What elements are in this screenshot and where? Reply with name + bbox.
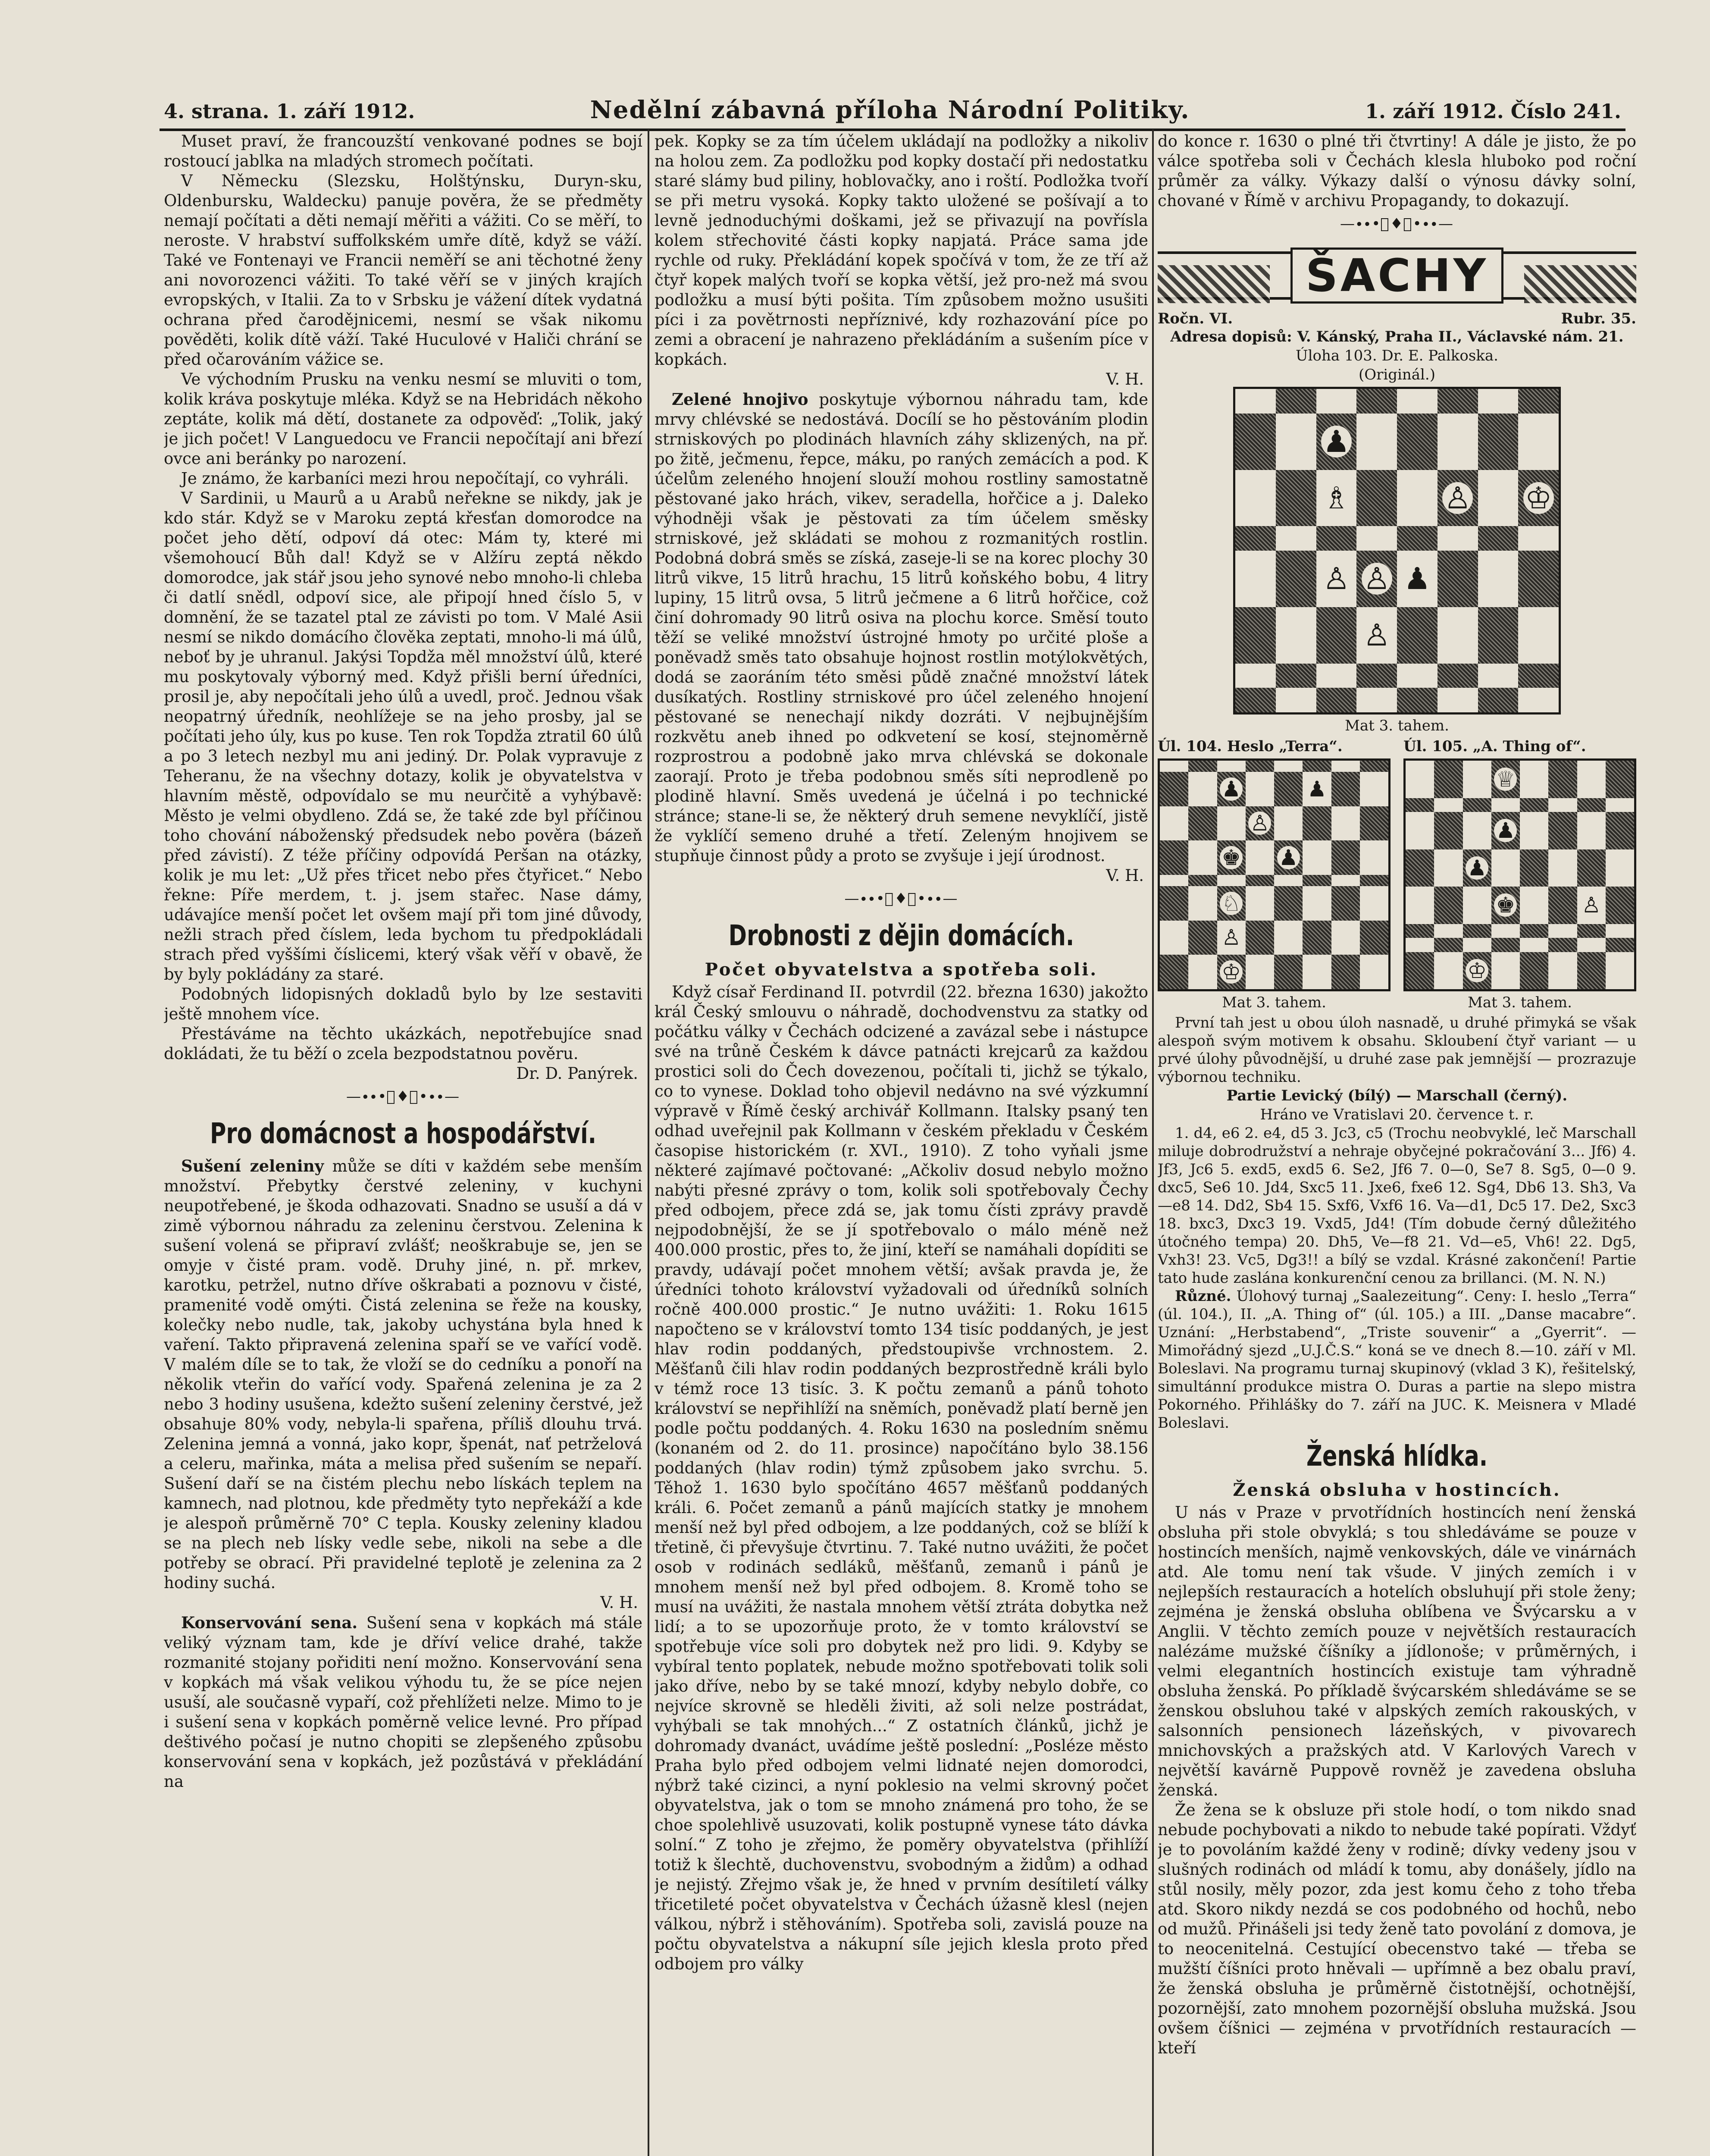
- chess-ornament-left: [1158, 265, 1270, 303]
- board-square: [1463, 761, 1491, 798]
- board-square: [1246, 840, 1274, 875]
- column-divider-2: [1152, 129, 1154, 2156]
- board-square: [1331, 840, 1360, 875]
- board-square: [1188, 875, 1217, 886]
- chess-piece-square: [1463, 849, 1491, 887]
- article-paragraph: Že žena se k obsluze při stole hodí, o tom nikdo snad nebude pochybovati a nikdo to nebude také popírati. Vždyť je to povoláním každé ženy v rodině; dívky vedeny jsou v slušných rodinách od mládí k tomu, aby donášely, jídlo na stůl nosily, měly pozor, zda jest komu čeho z toho třeba atd. Skoro nikdy nezdá se cos podobného od hochů, nebo od mužů. Přinášeli jsi tedy ženě tato povolání z domova, je to neocenitelná. Cestující obecenstvo také — třeba se mužští číšníci proto hněvali — upřímně a bez obalu praví, že ženská obsluha je průměrně čistotnější, ochotnější, pozornější, zato mnohem pozornější obsluha mužská. Jsou ovšem číšnici — zejména v prvotřídních restauracích — kteří: [1158, 1801, 1636, 2057]
- board-square: [1356, 470, 1397, 526]
- board-square: [1276, 526, 1316, 551]
- chess-piece-square: [1246, 806, 1274, 841]
- board-square: [1606, 761, 1634, 798]
- board-square: [1235, 664, 1276, 688]
- board-square: [1463, 798, 1491, 812]
- chess-piece-square: [1491, 812, 1520, 849]
- board-square: [1360, 806, 1388, 841]
- board-square: [1478, 688, 1519, 712]
- board-square: [1160, 921, 1188, 955]
- board-square: [1520, 798, 1548, 812]
- header-rule: [160, 128, 1625, 131]
- board-square: [1548, 849, 1577, 887]
- board-square: [1331, 875, 1360, 886]
- board-square: [1235, 526, 1276, 551]
- board-square: [1397, 389, 1438, 414]
- board-square: [1478, 526, 1519, 551]
- subsection-title: Ženská obsluha v hostincích.: [1233, 1480, 1561, 1500]
- board-square: [1577, 849, 1606, 887]
- board-square: [1478, 470, 1519, 526]
- board-square: [1438, 664, 1478, 688]
- chessboard-problem-104: [1158, 758, 1391, 991]
- board-square: [1577, 761, 1606, 798]
- section-title-history: Drobnosti z dějin domácích.: [728, 919, 1074, 952]
- board-square: [1518, 607, 1559, 664]
- chess-game-moves: 1. d4, e6 2. e4, d5 3. Jc3, c5 (Trochu neobvyklé, leč Marschall miluje dobrodružství a nehraje obyčejné pokračování 3... Jf6) 4. Jf3, Jc6 5. exd5, exd5 6. Se2, Jf6 7. 0—0, Se7 8. Sg5, 0—0 9. dxc5, Se6 10. Jd4, Sxc5 11. Jxe6, fxe6 12. Sg4, Db6 13. Sh3, Va—e8 14. Dd2, Sb4 15. Sxf6, Vxf6 16. Va—d1, Dc5 17. De2, Sxc3 18. bxc3, Dxc3 19. Vxd5, Jd4! (Tím dobude černý důležitého útočného tempa) 20. Dh5, Ve—f8 21. Vd—e5, Vh6! 22. Dg5, Vxh3! 23. Vc5, Dg3!! a bílý se vzdal. Krásné zakončení! Partie tato hude zaslána konkurenční cenou za brillanci. (M. N. N.): [1158, 1125, 1636, 1287]
- chess-piece-square: [1316, 414, 1357, 470]
- chess-caption: Mat 3. tahem.: [1345, 717, 1449, 734]
- column-2: [655, 132, 1148, 2156]
- board-square: [1520, 952, 1548, 990]
- board-square: [1491, 952, 1520, 990]
- chess-piece-square: [1577, 887, 1606, 924]
- chess-piece-icon: ♙: [1221, 925, 1241, 950]
- board-square: [1397, 688, 1438, 712]
- board-square: [1406, 938, 1434, 952]
- board-square: [1360, 921, 1388, 955]
- board-square: [1303, 955, 1331, 989]
- board-square: [1606, 798, 1634, 812]
- board-square: [1316, 607, 1357, 664]
- chess-piece-square: [1463, 952, 1491, 990]
- board-square: [1606, 938, 1634, 952]
- chess-problem-title: Úloha 103. Dr. E. Palkoska.: [1295, 347, 1498, 364]
- article-paragraph: do konce r. 1630 o plné tři čtvrtiny! A dále je jisto, že po válce spotřeba soli v Čechách klesla hluboko pod roční průměr za války. Výkazy další o výnosu dávky solní, chované v Římě v archivu Propagandy, to dokazují.: [1158, 132, 1636, 210]
- board-square: [1316, 688, 1357, 712]
- board-square: [1518, 688, 1559, 712]
- board-square: [1188, 921, 1217, 955]
- board-square: [1606, 812, 1634, 849]
- chess-piece-icon: ♙: [1322, 561, 1350, 597]
- board-square: [1160, 875, 1188, 886]
- chess-original: (Originál.): [1358, 366, 1436, 383]
- board-square: [1160, 840, 1188, 875]
- board-square: [1491, 938, 1520, 952]
- chess-piece-icon: ♗: [1322, 480, 1350, 516]
- chess-piece-icon: ♚: [1220, 846, 1243, 869]
- board-square: [1397, 414, 1438, 470]
- page-header: [164, 96, 1621, 126]
- board-square: [1406, 952, 1434, 990]
- board-square: [1360, 886, 1388, 921]
- board-square: [1274, 761, 1303, 772]
- chess-piece-icon: ♟: [1220, 777, 1243, 801]
- board-square: [1356, 414, 1397, 470]
- chess-piece-icon: ♙: [1582, 893, 1601, 918]
- board-square: [1606, 924, 1634, 938]
- chess-piece-icon: ♟: [1321, 426, 1352, 458]
- article-paragraph: U nás v Praze v prvotřídních hostincích není ženská obsluha při stole obvyklá; s tou shledáváme se pouze v hostincích menších, najmě venkovských, dále ve vinárnách atd. Ale tomu není tak všude. V jiných zemích i v nejlepších restauracích a hotelích obsluhují při stole ženy; zejména je ženská obsluha oblíbena ve Švýcarsku a v Anglii. V těchto zemích pouze v největších restauracích nalézáme mužské číšníky a jídlonoše; v průměrných, i velmi elegantních hostincích existuje tam výhradně obsluha ženská. Po příkladě švýcarském shledáváme se se ženskou obsluhou také v alpských zemích rakouských, v salsonních pensionech lázeňských, v pivovarech mnichovských a pražských atd. V Karlových Varech v největší kavárně Puppově rovněž je zavedena obsluha ženská.: [1158, 1503, 1636, 1799]
- section-title-household: Pro domácnost a hospodářství.: [210, 1117, 596, 1150]
- board-square: [1548, 761, 1577, 798]
- board-square: [1577, 924, 1606, 938]
- chess-piece-square: [1217, 955, 1246, 989]
- board-square: [1438, 607, 1478, 664]
- board-square: [1548, 952, 1577, 990]
- board-square: [1434, 761, 1463, 798]
- chess-piece-icon: ♕: [1494, 768, 1517, 791]
- board-square: [1406, 924, 1434, 938]
- board-square: [1434, 812, 1463, 849]
- board-square: [1217, 761, 1246, 772]
- chess-piece-icon: ♙: [1362, 563, 1392, 595]
- board-square: [1356, 526, 1397, 551]
- board-square: [1217, 806, 1246, 841]
- chess-rubric: Rubr. 35.: [1561, 310, 1636, 327]
- board-square: [1606, 952, 1634, 990]
- board-square: [1160, 761, 1188, 772]
- board-square: [1518, 664, 1559, 688]
- paragraph-lead: Sušení zeleniny: [181, 1156, 324, 1175]
- board-square: [1246, 761, 1274, 772]
- board-square: [1217, 875, 1246, 886]
- chess-piece-icon: ♚: [1494, 893, 1517, 917]
- chess-piece-square: [1217, 772, 1246, 806]
- article-paragraph: V Německu (Slezsku, Holštýnsku, Duryn-sku, Oldenbursku, Waldecku) panuje pověra, že se předměty nemají počítati a děti nemají měřiti a vážiti. Co se měří, to neroste. V hrabství suffolkském umře dítě, když se váží. Také ve Fontenayi ve Francii neměří se ani těchotné ženy ani novorozenci vážiti. To také věří se v jiných krajích evropských, v Italii. Za to v Srbsku je vážení dítek vydatná ochrana před čarodějnicemi, nesmí se však nikomu pověděti, kolik dítě váží. Také Huculové v Haliči chrání se před očarováním vážice se.: [164, 172, 642, 369]
- board-square: [1478, 389, 1519, 414]
- article-paragraph: [164, 1613, 642, 1792]
- board-square: [1360, 761, 1388, 772]
- subsection-title: Počet obyvatelstva a spotřeba soli.: [705, 959, 1098, 980]
- article-signature: V. H.: [1106, 866, 1144, 885]
- board-square: [1478, 414, 1519, 470]
- board-square: [1188, 772, 1217, 806]
- board-square: [1331, 921, 1360, 955]
- chess-piece-square: [1217, 921, 1246, 955]
- board-square: [1520, 849, 1548, 887]
- paragraph-lead: Různé.: [1175, 1288, 1231, 1305]
- board-square: [1160, 806, 1188, 841]
- article-signature: V. H.: [600, 1593, 638, 1612]
- chess-section-header: [1158, 243, 1636, 307]
- paragraph-text: Úlohový turnaj „Saalezeitung“. Ceny: I. heslo „Terra“ (úl. 104.), II. „A. Thing of“ (úl. 105.) a III. „Danse macabre“. Uznání: „Herbstabend“, „Triste souvenir“ a „Gyerrit“. — Mimořádný sjezd „U.J.Č.S.“ koná se ve dnech 8.—10. září v Ml. Boleslavi. Na programu turnaj skupinový (vklad 3 K), řešitelský, simultánní produkce mistra O. Duras a partie na slepo mistra Pokorného. Přihlášky do 7. září na JUC. K. Meisnera v Mladé Boleslavi.: [1158, 1288, 1636, 1432]
- header-title: Nedělní zábavná příloha Národní Politiky.: [590, 96, 1190, 124]
- chess-piece-icon: ♟: [1466, 856, 1488, 880]
- board-square: [1160, 772, 1188, 806]
- board-square: [1438, 414, 1478, 470]
- board-square: [1434, 924, 1463, 938]
- board-square: [1360, 955, 1388, 989]
- board-square: [1478, 551, 1519, 607]
- board-square: [1438, 551, 1478, 607]
- board-square: [1235, 551, 1276, 607]
- chess-problem-head: Úl. 105. „A. Thing of“.: [1403, 738, 1586, 755]
- chess-problem-105: [1403, 737, 1636, 1014]
- board-square: [1246, 921, 1274, 955]
- chessboard-problem-103: [1233, 387, 1561, 714]
- board-square: [1518, 389, 1559, 414]
- column-divider-1: [648, 129, 649, 2156]
- chess-address: Adresa dopisů: V. Kánský, Praha II., Václavské nám. 21.: [1170, 328, 1624, 345]
- board-square: [1577, 798, 1606, 812]
- board-square: [1434, 938, 1463, 952]
- board-square: [1276, 664, 1316, 688]
- board-square: [1316, 526, 1357, 551]
- ornament-divider: —∙∙•ﾟ♦ﾟ•∙∙—: [844, 890, 958, 907]
- chess-piece-icon: ♟: [1277, 846, 1300, 869]
- chess-problem-head: Úl. 104. Heslo „Terra“.: [1158, 738, 1343, 755]
- board-square: [1520, 761, 1548, 798]
- board-square: [1406, 798, 1434, 812]
- board-square: [1548, 887, 1577, 924]
- board-square: [1235, 389, 1276, 414]
- article-paragraph: Podobných lidopisných dokladů bylo by lze sestaviti ještě mnohem více.: [164, 985, 642, 1023]
- board-square: [1548, 812, 1577, 849]
- board-square: [1406, 761, 1434, 798]
- board-square: [1274, 886, 1303, 921]
- chess-piece-square: [1518, 470, 1559, 526]
- board-square: [1360, 875, 1388, 886]
- chess-piece-square: [1491, 761, 1520, 798]
- board-square: [1160, 886, 1188, 921]
- board-square: [1606, 887, 1634, 924]
- article-paragraph: [164, 1156, 642, 1593]
- board-square: [1274, 806, 1303, 841]
- board-square: [1276, 470, 1316, 526]
- chessboard-problem-105: [1403, 758, 1636, 991]
- board-square: [1463, 938, 1491, 952]
- board-square: [1235, 688, 1276, 712]
- section-title-womens: Ženská hlídka.: [1306, 1439, 1488, 1473]
- board-square: [1274, 772, 1303, 806]
- article-paragraph: pek. Kopky se za tím účelem ukládají na podložky a nikoliv na holou zem. Za podložku pod kopky dostačí při nedostatku staré slámy bud piliny, hoblovačky, ano i roští. Podložka tvoří se při metru vysoká. Kopky takto uložené se pošívají a to levně jednoduchými doškami, jež se přivazují na povřísla kolem střechovité části kopky napjatá. Práce sama jde rychle od ruky. Překládání kopek spočívá v tom, že ze tří až čtyř kopek malých tvoří se kopka větší, jež pro-než má svou podložku a musí býti pošita. Tím způsobem možno usušiti píci i za povětrnosti nepříznivé, kdy rozhazování píce po zemi a obracení je nahrazeno překládáním a sušením píce v kopkách.: [655, 132, 1148, 369]
- board-square: [1491, 798, 1520, 812]
- board-square: [1356, 664, 1397, 688]
- article-paragraph: V Sardinii, u Maurů a u Arabů neřekne se nikdy, jak je kdo stár. Když se v Maroku zeptá křesťan domorodce na počet jeho dětí, odpoví dá otec: Mám ty, které mi všemohoucí Bůh dal! Když se v Alžíru zeptá někdo domorodce, jak stář jsou jeho synové nebo mnoho-li chleba či datlí snědl, odpoví sice, ale připojí hned číslo 5, v domnění, že se tazatel ptal ze závisti po tom. V Malé Asii nesmí se nikdo domácího člověka zeptati, mnoho-li má úlů, neboť by je uhranul. Jakýsi Topdža měl množství úlů, které mu poskytovaly výborný med. Když přišli berní úředníci, prosil je, aby nepočítali jeho úlů a uvedl, proč. Jednou však neopatrný úředník, neohlížeje se na jeho prosby, jal se počítati jeho úly, kus po kuse. Ten rok Topdža ztratil 60 úlů a po 3 letech nezbyl mu ani jediný. Dr. Polak vypravuje z Teheranu, že na všechny dotazy, kolik je obyvatelstva v hlavním městě, odpovídalo se mu neurčitě a vyhýbavě: Město je velmi obydleno. Zdá se, že také zde byl příčinou toho chování náboženský předsudek nebo pověra (bázeň před závistí). Z téže příčiny odpovídá Peršan na otázky, kolik je mu let: „Už přes třicet nebo přes čtyřicet.“ Nebo řekne: Píře merdem, t. j. jsem stařec. Nase dámy, udávajíce menší počet let ovšem mají při tom jiné důvody, nežli strach před číslem, leda bychom tu předpokládali strach před vyššími číslicemi, který však věří v obavě, že by byly pokládány za staré.: [164, 489, 642, 984]
- chess-piece-square: [1356, 607, 1397, 664]
- board-square: [1397, 526, 1438, 551]
- column-1: [164, 132, 642, 2156]
- board-square: [1518, 551, 1559, 607]
- board-square: [1356, 688, 1397, 712]
- board-square: [1520, 938, 1548, 952]
- board-square: [1246, 772, 1274, 806]
- chess-piece-square: [1217, 886, 1246, 921]
- chess-piece-icon: ♙: [1442, 482, 1473, 514]
- board-square: [1276, 607, 1316, 664]
- paragraph-lead: Konservování sena.: [181, 1613, 358, 1632]
- paragraph-text: poskytuje výbornou náhradu tam, kde mrvy chlévské se nedostává. Docílí se ho pěstováním plodin strniskových po plodinách hlavních záhy sklizených, na př. po žitě, ječmenu, řepce, máku, po raných zemácích a pod. K účelům zeleného hnojení slouží mohou rostliny samostatně pěstované jako hrách, vikev, seradella, hořčice a j. Daleko výhodněji však je pěstovati za tím účelem směsky strniskové, jež skládati se mohou z rozmanitých rostlin. Podobná dobrá směs se získá, zaseje-li se na korec plochy 30 litrů vikve, 15 litrů hrachu, 15 litrů koňského bobu, 4 litry lupiny, 15 litrů ovsa, 5 litrů ječmene a 6 litrů hořčice, což činí dohromady 90 litrů osiva na plochu korce. Směsí touto těží se veliké množství ústrojné hmoty po určité ploše a poněvadž směs tato obsahuje hojnost rostlin motýlokvětých, dodá se zaoráním této směsi půdě značné množství látek dusíkatých. Rostliny strniskové pro účel zeleného hnojení pěstované se nenechají nikdy dozráti. V nejbujnějším rozkvětu aneb ihned po odkvetení se kosí, stejnoměrně rozprostrou a podobně jako mrva chlévská se dokonale zaorají. Proto je třeba podobnou směs síti neprodleně po plodině hlavní. Směs uvedená je účelná i po technické stránce; stane-li se, že některý druh semene nevyklíčí, jistě že vyklíčí semeno druhé a třetí. Zeleným hnojivem se stupňuje činnost půdy a proto se zvyšuje i její úrodnost.: [655, 390, 1148, 865]
- chess-piece-icon: ♙: [1248, 812, 1271, 835]
- board-square: [1246, 875, 1274, 886]
- board-square: [1303, 761, 1331, 772]
- chess-ornament-right: [1524, 265, 1636, 303]
- board-square: [1356, 389, 1397, 414]
- board-square: [1331, 806, 1360, 841]
- header-left: 4. strana. 1. září 1912.: [164, 100, 415, 123]
- board-square: [1331, 955, 1360, 989]
- board-square: [1235, 414, 1276, 470]
- chess-title: ŠACHY: [1290, 248, 1503, 304]
- board-square: [1478, 607, 1519, 664]
- board-square: [1406, 849, 1434, 887]
- paragraph-text: Sušení sena v kopkách má stále veliký význam tam, kde je dříví velice drahé, takže rozmanité stojany pořiditi není možno. Konservování sena v kopkách má však velikou výhodu tu, že se píce nejen usuší, ale současně vypaří, což přehlížeti nelze. Mimo to je i sušení sena v kopkách poměrně velice levné. Pro případ deštivého počasí je nutno chopiti se zlepšeného způsobu konservování sena v kopkách, jež pozůstává v překládání na: [164, 1614, 642, 1791]
- chess-piece-square: [1316, 470, 1357, 526]
- board-square: [1303, 875, 1331, 886]
- chess-piece-icon: ♙: [1363, 617, 1391, 653]
- chess-game-title: Partie Levický (bílý) — Marschall (černý).: [1226, 1087, 1568, 1104]
- chess-piece-square: [1316, 551, 1357, 607]
- board-square: [1397, 470, 1438, 526]
- board-square: [1548, 924, 1577, 938]
- board-square: [1518, 526, 1559, 551]
- chess-caption: Mat 3. tahem.: [1468, 994, 1572, 1011]
- article-paragraph: [655, 389, 1148, 866]
- chess-piece-square: [1303, 772, 1331, 806]
- board-square: [1274, 875, 1303, 886]
- board-square: [1188, 955, 1217, 989]
- chess-piece-icon: ♟: [1494, 819, 1517, 842]
- chess-piece-icon: ♔: [1220, 960, 1243, 984]
- board-square: [1397, 664, 1438, 688]
- article-signature: V. H.: [1106, 370, 1144, 389]
- chess-game-subtitle: Hráno ve Vratislavi 20. července t. r.: [1260, 1106, 1534, 1123]
- board-square: [1188, 761, 1217, 772]
- chess-piece-square: [1274, 840, 1303, 875]
- board-square: [1606, 849, 1634, 887]
- board-square: [1274, 921, 1303, 955]
- board-square: [1188, 806, 1217, 841]
- board-square: [1577, 938, 1606, 952]
- board-square: [1276, 389, 1316, 414]
- chess-piece-icon: ♟: [1403, 561, 1431, 597]
- board-square: [1577, 952, 1606, 990]
- chess-piece-icon: ♟: [1307, 776, 1327, 802]
- chess-piece-icon: ♘: [1220, 892, 1243, 915]
- article-paragraph: [1158, 1287, 1636, 1432]
- board-square: [1303, 840, 1331, 875]
- chess-piece-square: [1438, 470, 1478, 526]
- board-square: [1520, 924, 1548, 938]
- board-square: [1188, 886, 1217, 921]
- chess-problem-104: [1158, 737, 1391, 1014]
- chess-volume: Ročn. VI.: [1158, 310, 1233, 327]
- board-square: [1520, 812, 1548, 849]
- chess-piece-square: [1356, 551, 1397, 607]
- board-square: [1434, 952, 1463, 990]
- column-3: [1158, 132, 1636, 2156]
- board-square: [1491, 924, 1520, 938]
- board-square: [1478, 664, 1519, 688]
- article-paragraph: Je známo, že karbaníci mezi hrou nepočítají, co vyhráli.: [181, 469, 629, 488]
- chess-twin-problems: [1158, 737, 1636, 1014]
- board-square: [1463, 887, 1491, 924]
- board-square: [1303, 921, 1331, 955]
- chess-meta: [1158, 310, 1636, 327]
- chess-piece-icon: ♔: [1466, 959, 1488, 982]
- board-square: [1438, 526, 1478, 551]
- board-square: [1397, 607, 1438, 664]
- board-square: [1276, 414, 1316, 470]
- board-square: [1331, 886, 1360, 921]
- chess-banner: [1158, 251, 1636, 300]
- ornament-divider: —∙∙•ﾟ♦ﾟ•∙∙—: [346, 1088, 460, 1105]
- board-square: [1520, 887, 1548, 924]
- board-square: [1331, 761, 1360, 772]
- board-square: [1406, 887, 1434, 924]
- article-signature: Dr. D. Panýrek.: [516, 1064, 638, 1083]
- chess-caption: Mat 3. tahem.: [1222, 994, 1326, 1011]
- board-square: [1438, 389, 1478, 414]
- board-square: [1246, 955, 1274, 989]
- board-square: [1577, 812, 1606, 849]
- chess-piece-square: [1491, 887, 1520, 924]
- board-square: [1434, 887, 1463, 924]
- board-square: [1235, 607, 1276, 664]
- board-square: [1303, 806, 1331, 841]
- board-square: [1331, 772, 1360, 806]
- header-right: 1. září 1912. Číslo 241.: [1365, 100, 1621, 123]
- article-paragraph: Ve východním Prusku na venku nesmí se mluviti o tom, kolik kráva poskytuje mléka. Když se na Hebridách někoho zeptáte, kolik má dětí, dostanete za odpověď: „Tolik, jaký je jich počet! V Languedocu ve Francii nepočítají ani březí ovce ani beránky po narození.: [164, 370, 642, 468]
- article-paragraph: První tah jest u obou úloh nasnadě, u druhé přimyká se však alespoň svým motivem k obsahu. Skloubení čtyř variant — u prvé úlohy původnější, u druhé zase pak jemnější — prozrazuje výbornou techniku.: [1158, 1014, 1636, 1086]
- chess-piece-icon: ♔: [1523, 482, 1554, 514]
- board-square: [1463, 924, 1491, 938]
- chess-piece-square: [1397, 551, 1438, 607]
- board-square: [1160, 955, 1188, 989]
- board-square: [1434, 849, 1463, 887]
- paragraph-lead: Zelené hnojivo: [672, 390, 808, 409]
- board-square: [1406, 812, 1434, 849]
- board-square: [1276, 688, 1316, 712]
- board-square: [1316, 664, 1357, 688]
- board-square: [1438, 688, 1478, 712]
- chess-piece-square: [1217, 840, 1246, 875]
- board-square: [1463, 812, 1491, 849]
- board-square: [1518, 414, 1559, 470]
- board-square: [1276, 551, 1316, 607]
- board-square: [1246, 886, 1274, 921]
- article-paragraph: Přestáváme na těchto ukázkách, nepotřebujíce snad dokládati, že tu běží o zcela bezpodstatnou pověru.: [164, 1025, 642, 1063]
- paragraph-text: může se díti v každém sebe menším množství. Přebytky čerstvé zeleniny, v kuchyni neupotřebené, je škoda odhazovati. Snadno se usuší a dá v zimě výbornou náhradu za zeleninu čerstvou. Zelenina k sušení volená se připraví zvlášť; neoškrabuje se, jen se omyje v čisté pram. vodě. Druhy jiné, n. př. mrkev, karotku, petržel, nutno dříve oškrabati a poznovu v čisté, pramenité vodě omýti. Čistá zelenina se řeže na kousky, kolečky nebo nudle, tak, jakoby uchystána byla hned k vaření. Takto připravená zelenina spaří se ve vařící vodě. V malém díle se to tak, že vloží se do cedníku a ponoří na několik vteřin do vařící vody. Spařená zelenina je za 2 nebo 3 hodiny usušena, kdežto sušení zeleniny čerstvé, jež obsahuje 80% vody, nebyla-li spařena, příliš dlouhu trvá. Zelenina jemná a vonná, jako kopr, špenát, nať petrželová a celeru, mařinka, máta a melisa před sušením se nepaří. Sušení daří se na čistém plechu nebo lískách teplem na kamnech, nad plotnou, kde předměty tyto nepřekáží a kde je alespoň průměrně 70° C tepla. Kousky zeleniny kladou se na plech neb lísky vedle sebe, nikoli na sebe a dle potřeby se obrací. Při pravidelné teplotě je zelenina za 2 hodiny suchá.: [164, 1157, 642, 1592]
- board-square: [1548, 798, 1577, 812]
- ornament-divider: —∙∙•ﾟ♦ﾟ•∙∙—: [1340, 215, 1454, 232]
- board-square: [1360, 840, 1388, 875]
- board-square: [1434, 798, 1463, 812]
- board-square: [1360, 772, 1388, 806]
- board-square: [1316, 389, 1357, 414]
- board-square: [1188, 840, 1217, 875]
- board-square: [1548, 938, 1577, 952]
- board-square: [1235, 470, 1276, 526]
- article-paragraph: Když císař Ferdinand II. potvrdil (22. března 1630) jakožto král Český smlouvu o náhradě, dochodvenstvu za statky od počátku války v Čechách odcizené a zavázal sebe i nástupce své na trůně Českém k dávce patnácti krejcarů za každou prostici soli do Čech dovezenou, počítali ti, jichž se týkalo, co to vynese. Doklad toho objevil nedávno na své výzkumní výpravě v Římě český archivář Kollmann. Italsky psaný ten odhad uveřejnil pak Kollmann v českém překladu v Českém časopise historickém (r. XVI., 1910). Z toho vyňali jsme některé zajímavé počtované: „Ačkoliv dosud nebylo možno nabýti přesné zprávy o tom, kolik soli spotřebovaly Čechy před odbojem, přece zdá se, jak tomu čísti zprávy pravdě nejpodobnější, že se jí spotřebovalo o málo méně než 400.000 prostic, přes to, že jiní, kteří se namáhali dopíditi se pravdy, udávají počet mnohem větší; avšak pravda je, že úředníci tohoto království vyžadovali od úředníků solních ročně 400.000 prostic.“ Je nutno uvážiti: 1. Roku 1615 napočteno se v království tomto 134 tisíc poddaných, je jest hlav rodin poddaných, předstoupivše vrchnostem. 2. Měšťanů čili hlav rodin poddaných bezprostředně králi bylo v témž roce 13 tisíc. 3. K počtu zemanů a pánů tohoto království se nepřihlíží na sněmích, poněvadž platí berně jen podle počtu poddaných. 4. Roku 1630 na posledním sněmu (konaném od 2. do 11. prosince) napočítáno bylo 38.156 poddaných (hlav rodin) týmž způsobem jako svrchu. 5. Těhož 1. 1630 bylo spočítáno 4657 měšťanů poddaných králi. 6. Počet zemanů a pánů majících statky je mnohem menší než byl před odbojem, a lze poddaných, což se blíží k třetině, či převyšuje čtvrtinu. 7. Také nutno uvážiti, že počet osob v rodinách sedláků, měšťanů, zemanů i pánů je mnohem menší než byl před odbojem. 8. Kromě toho se musí na uvážiti, že nastala mnohem větší ztráta dobytka než lidí; a to se upozorňuje proto, že v tomto království se spotřebuje více soli pro dobytek než pro lidi. 9. Kdyby se vybíral tento poplatek, nebude možno spotřebovati tolik soli jako dříve, nebo by se také mnozí, kdyby nebylo dobře, co nejvíce skrovně se hleděli živiti, až soli nelze postrádat, vyhýbali se tak mnohých...“ Z ostatních článků, jichž je dohromady dvanáct, uvádíme ještě poslední: „Posléze město Praha bylo před odbojem velmi lidnaté nejen domorodci, nýbrž také cizinci, a nyní poklesio na velmi skrovný počet obyvatelstva, jak o tom se mnoho známená pro toho, že se choe spolehlivě usuzovati, kolik postupně vynese táto dávka solní.“ Z toho je zřejmo, že poměry obyvatelstva (přihlíží totiž k šlechtě, duchovenstvu, svobodným a židům) a odhad je nejistý. Zřejmo však je, že hned v prvním desítiletí války třicetileté počet obyvatelstva v Čechách úžasně klesl (nejen válkou, nýbrž i stěhováním). Spotřeba soli, zavislá pouze na počtu obyvatelstva a nákupní síle jejich klesla proto před odbojem pro války: [655, 983, 1148, 1973]
- board-square: [1274, 955, 1303, 989]
- board-square: [1491, 849, 1520, 887]
- board-square: [1303, 886, 1331, 921]
- article-paragraph: Muset praví, že francouzští venkované podnes se bojí rostoucí jablka na mladých stromech počítati.: [164, 132, 642, 170]
